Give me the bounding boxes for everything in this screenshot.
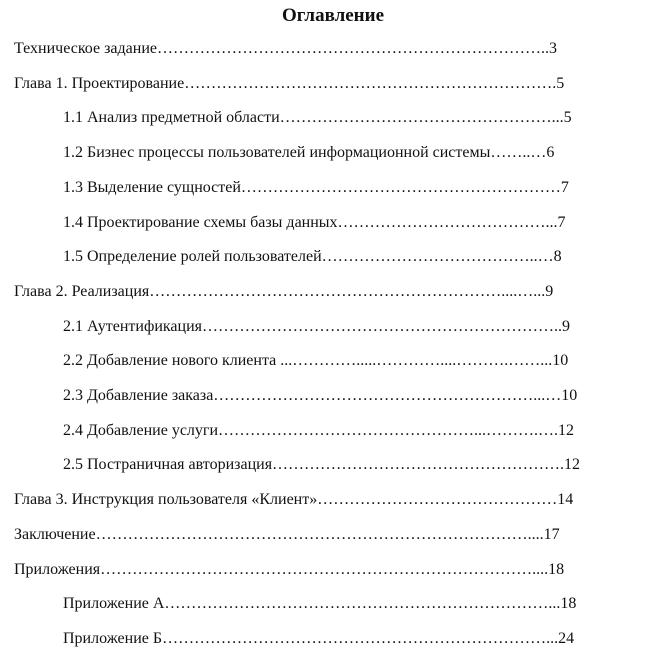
toc-entry-appendices[interactable]: Приложения………………………………………………………………………....18 xyxy=(14,560,565,578)
toc-entry-2-5[interactable]: 2.5 Постраничная авторизация……………………………………………….12 xyxy=(63,456,581,474)
toc-entry-1-2[interactable]: 1.2 Бизнес процессы пользователей информационной системы……..…6 xyxy=(63,144,555,162)
toc-entry-appendix-a[interactable]: Приложение А………………………………………………………………...18 xyxy=(63,595,577,613)
toc-entry-appendix-b[interactable]: Приложение Б………………………………………………………………...24 xyxy=(63,629,575,647)
toc-entry-1-3[interactable]: 1.3 Выделение сущностей……………………………………………………7 xyxy=(63,178,569,196)
toc-entry-2-3[interactable]: 2.3 Добавление заказа……………………………………………………...…10 xyxy=(63,387,578,404)
toc-entry-technical-task[interactable]: Техническое задание………………………………………………………………..3 xyxy=(14,40,557,57)
toc-entry-1-1[interactable]: 1.1 Анализ предметной области……………………………………………...5 xyxy=(63,109,572,127)
toc-entry-1-4[interactable]: 1.4 Проектирование схемы базы данных…………………………………...7 xyxy=(63,213,566,231)
toc-entry-chapter-1[interactable]: Глава 1. Проектирование…………………………………………………………….5 xyxy=(14,74,565,92)
toc-entry-chapter-3[interactable]: Глава 3. Инструкция пользователя «Клиент»………………………………………14 xyxy=(14,491,574,509)
toc-entry-2-4[interactable]: 2.4 Добавление услуги…………………………………………...……….….12 xyxy=(63,421,575,439)
toc-entry-2-2[interactable]: 2.2 Добавление нового клиента ...………….....…………....……….……...10 xyxy=(63,352,569,370)
toc-entry-conclusion[interactable]: Заключение………………………………………………………………………....17 xyxy=(14,525,560,543)
toc-entry-1-5[interactable]: 1.5 Определение ролей пользователей…………………………………..…8 xyxy=(63,248,562,266)
toc-entry-2-1[interactable]: 2.1 Аутентификация…………………………………………………………..9 xyxy=(63,317,571,335)
page-title: Оглавление xyxy=(281,5,385,26)
toc-entry-chapter-2[interactable]: Глава 2. Реализация…………………………………………………………....…...9 xyxy=(14,282,554,300)
